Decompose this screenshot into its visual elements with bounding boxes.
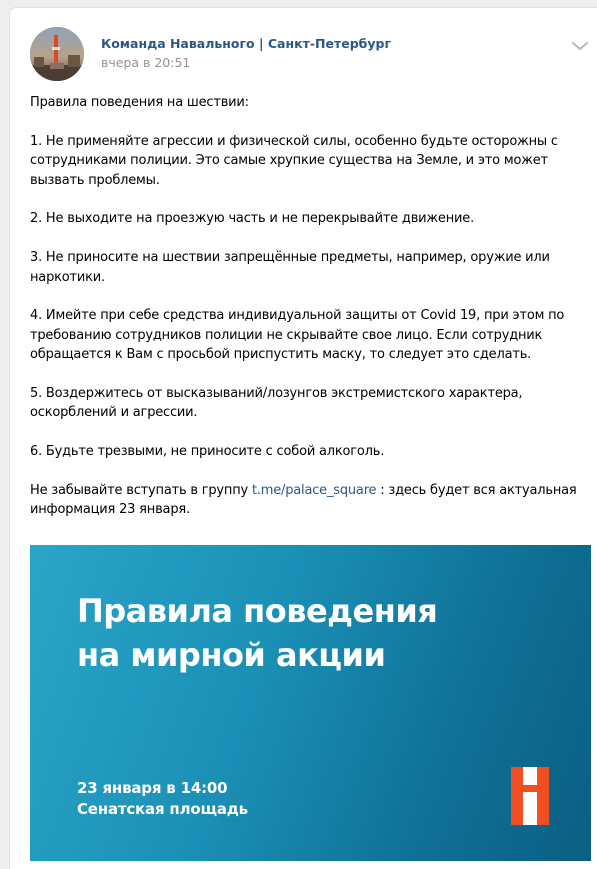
banner-title-line-1: Правила поведения	[77, 592, 438, 630]
post-paragraph-heading: Правила поведения на шествии:	[30, 95, 249, 110]
banner-title	[77, 589, 557, 677]
post-paragraph-rule-4: 4. Имейте при себе средства индивидуальной защиты от Covid 19, при этом по требованию сотрудников полиции не скрывайте свое лицо. Если сотрудник обращается к Вам с просьбой приспустить маску, то следует это сделать.	[30, 308, 565, 363]
post-menu-button[interactable]	[570, 38, 590, 54]
post-card	[10, 8, 597, 869]
banner-title-line-2: на мирной акции	[77, 636, 386, 674]
post-text	[30, 93, 585, 520]
post-paragraph-rule-6: 6. Будьте трезвыми, не приносите с собой алкоголь.	[30, 444, 385, 460]
post-paragraph-rule-1: 1. Не применяйте агрессии и физической силы, особенно будьте осторожны с сотрудниками полиции. Это самые хрупкие существа на Земле, и это может вызвать проблемы.	[30, 133, 558, 188]
attached-image[interactable]	[30, 545, 591, 861]
post-paragraph-footer	[30, 481, 585, 520]
telegram-link[interactable]: t.me/palace_square	[251, 483, 377, 499]
navalny-logo-icon	[511, 767, 549, 825]
post-paragraph-rule-3: 3. Не приносите на шествии запрещённые предметы, например, оружие или наркотики.	[30, 250, 550, 285]
banner-event-info	[77, 778, 248, 820]
banner-date: 23 января в 14:00	[77, 779, 228, 797]
post-paragraph-rule-2: 2. Не выходите на проезжую часть и не перекрывайте движение.	[30, 211, 475, 227]
community-avatar[interactable]	[30, 27, 84, 81]
post-timestamp[interactable]: вчера в 20:51	[101, 55, 191, 70]
post-author-link[interactable]: Команда Навального | Санкт-Петербург	[101, 36, 392, 51]
post-paragraph-rule-5: 5. Воздержитесь от высказываний/лозунгов экстремистского характера, оскорблений и агрессии.	[30, 386, 523, 421]
footer-text-after: : здесь будет вся актуальная информация 23 января.	[30, 483, 577, 518]
banner-place: Сенатская площадь	[77, 800, 248, 818]
footer-text-before: Не забывайте вступать в группу	[30, 483, 252, 499]
chevron-down-icon	[570, 38, 590, 54]
city-avatar-icon	[30, 27, 84, 81]
